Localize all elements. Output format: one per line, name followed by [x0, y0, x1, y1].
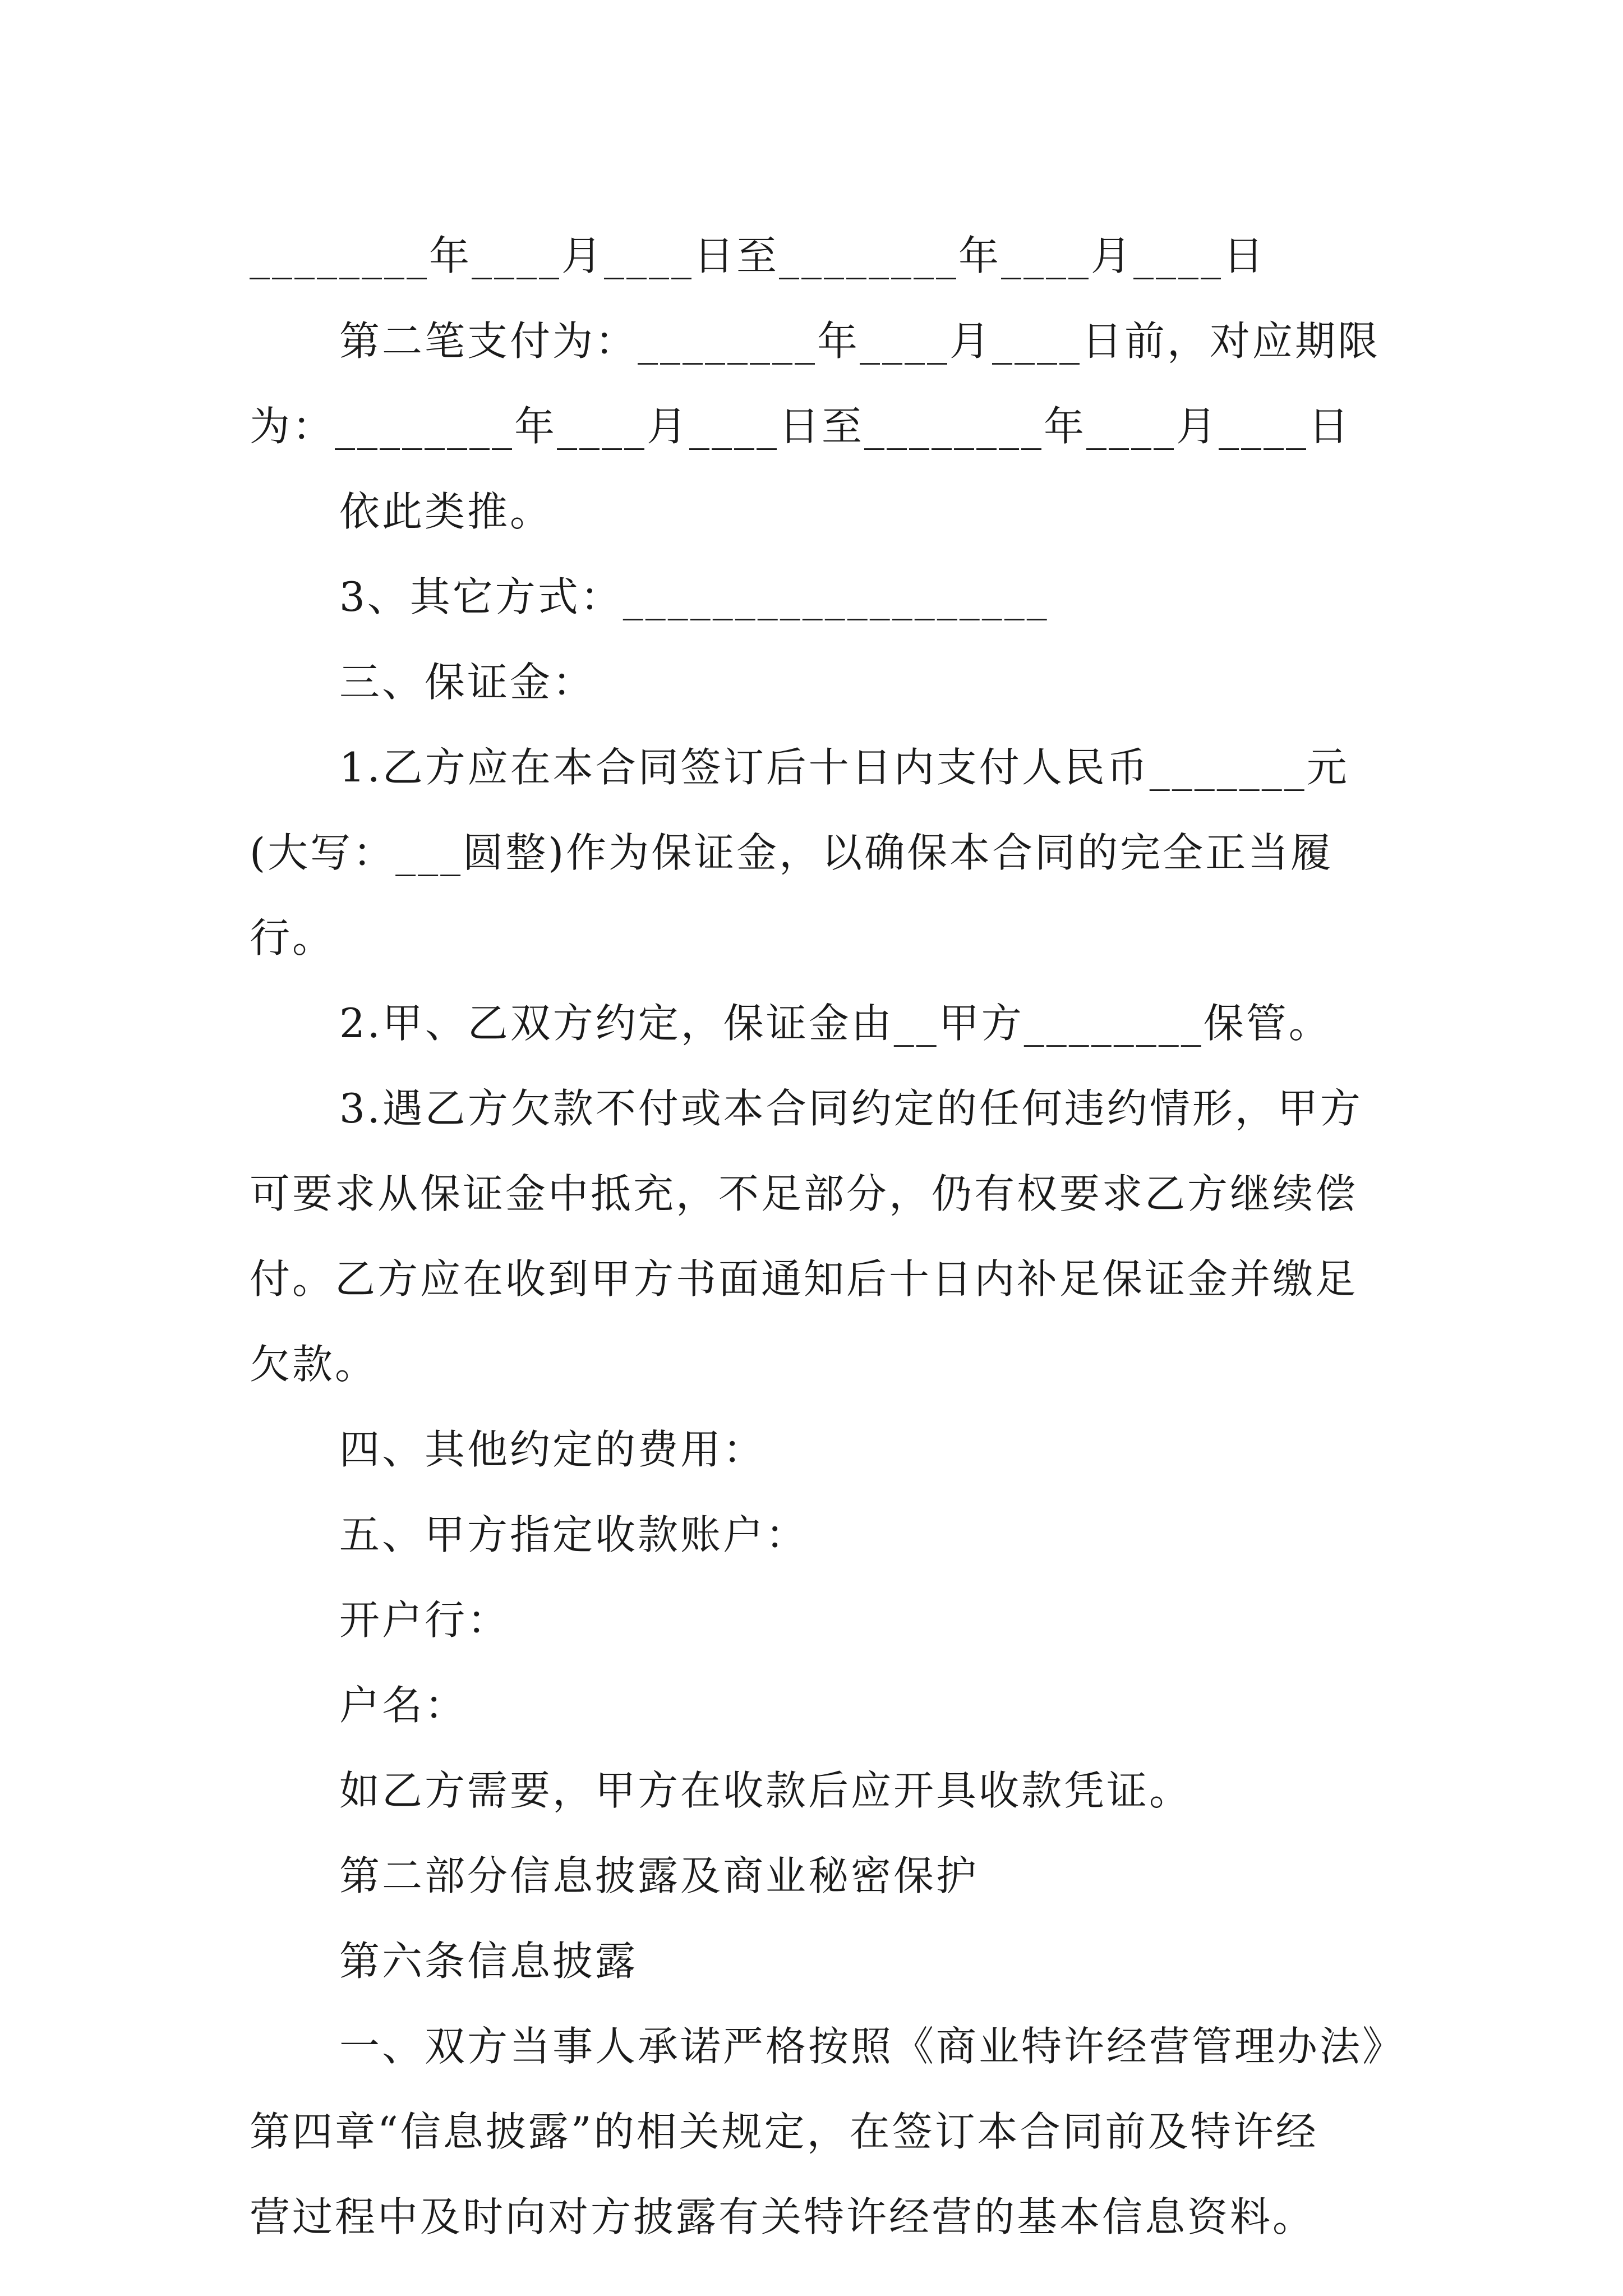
text-line: 第二笔支付为：________年____月____日前，对应期限 [339, 318, 1381, 365]
text-line: 开户行： [339, 1596, 510, 1644]
text-line: 付。乙方应在收到甲方书面通知后十日内补足保证金并缴足 [250, 1255, 1358, 1303]
text-line: (大写：___圆整)作为保证金，以确保本合同的完全正当履 [250, 829, 1334, 876]
text-line: 依此类推。 [339, 488, 553, 535]
article-heading: 第六条信息披露 [339, 1938, 638, 1985]
document-body [250, 213, 1405, 2260]
text-line: 欠款。 [250, 1341, 378, 1388]
text-line: 户名： [339, 1682, 468, 1729]
text-line: 营过程中及时向对方披露有关特许经营的基本信息资料。 [250, 2193, 1316, 2240]
text-line: 第四章“信息披露”的相关规定，在签订本合同前及特许经 [250, 2108, 1318, 2155]
text-line: 行。 [250, 914, 335, 961]
text-line: 3、其它方式：___________________ [339, 573, 1049, 620]
text-line: 2.甲、乙双方约定，保证金由__甲方________保管。 [339, 1000, 1331, 1047]
text-line: 为：________年____月____日至________年____月____日 [250, 403, 1352, 450]
section-heading: 三、保证金： [339, 659, 596, 706]
text-line: 可要求从保证金中抵充，不足部分，仍有权要求乙方继续偿 [250, 1170, 1358, 1217]
text-line: 一、双方当事人承诺严格按照《商业特许经营管理办法》 [339, 2023, 1405, 2070]
text-line: ________年____月____日至________年____月____日 [250, 232, 1266, 279]
section-heading: 五、甲方指定收款账户： [339, 1511, 809, 1558]
text-line: 3.遇乙方欠款不付或本合同约定的任何违约情形，甲方 [339, 1085, 1363, 1132]
part-heading: 第二部分信息披露及商业秘密保护 [339, 1852, 979, 1899]
section-heading: 四、其他约定的费用： [339, 1426, 766, 1473]
text-line: 1.乙方应在本合同签订后十日内支付人民币_______元 [339, 744, 1349, 791]
text-line: 如乙方需要，甲方在收款后应开具收款凭证。 [339, 1767, 1192, 1814]
